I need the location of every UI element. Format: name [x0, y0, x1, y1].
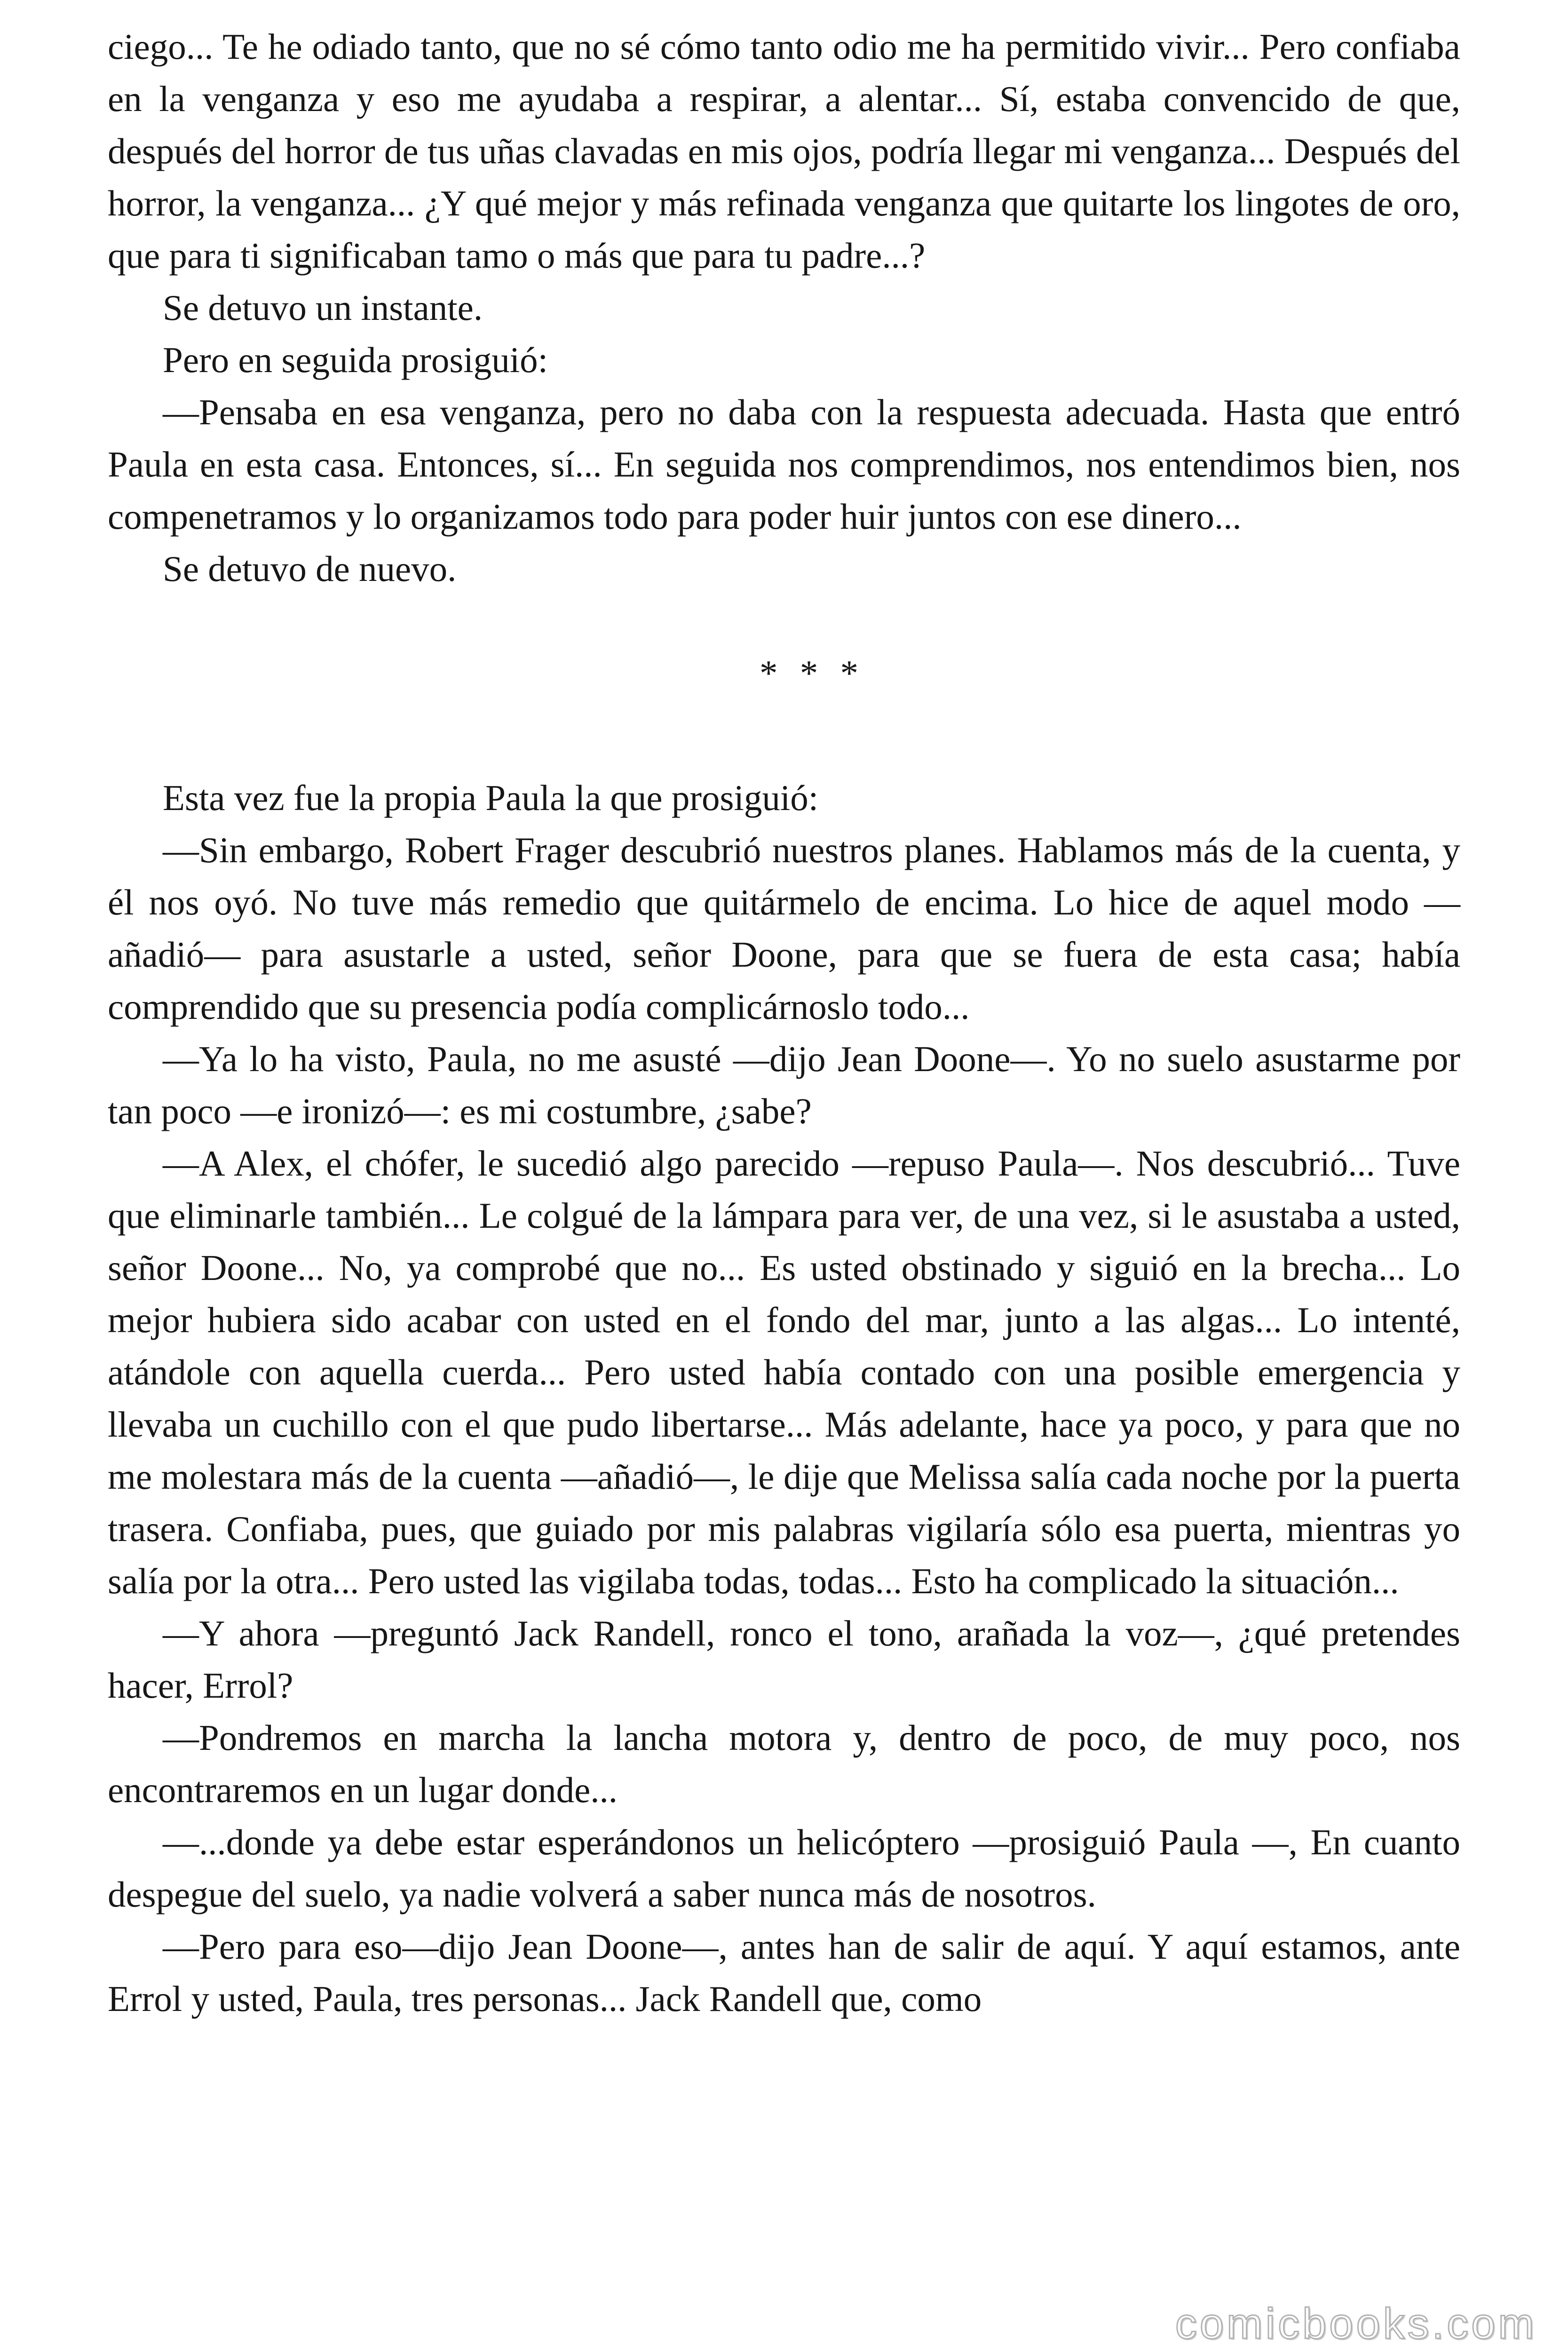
paragraph: Esta vez fue la propia Paula la que prosiguió: — [163, 778, 819, 818]
paragraph: —...donde ya debe estar esperándonos un helicóptero —prosiguió Paula —, En cuanto despegue del suelo, ya nadie volverá a saber nunca más de nosotros. — [108, 1822, 1460, 1915]
paragraph: —Sin embargo, Robert Frager descubrió nuestros planes. Hablamos más de la cuenta, y él nos oyó. No tuve más remedio que quitármelo de encima. Lo hice de aquel modo —añadió— para asustarle a usted, señor Doone, para que se fuera de esta casa; había comprendido que su presencia podía complicárnoslo todo... — [108, 830, 1460, 1027]
paragraph-continuation: ciego... Te he odiado tanto, que no sé cómo tanto odio me ha permitido vivir... Pero confiaba en la venganza y eso me ayudaba a respirar, a alentar... Sí, estaba convencido de que, después del horror de tus uñas clavadas en mis ojos, podría llegar mi venganza... Después del horror, la venganza... ¿Y qué mejor y más refinada venganza que quitarte los lingotes de oro, que para ti significaban tamo o más que para tu padre...? — [108, 26, 1460, 276]
watermark: comicbooks.com — [1175, 2300, 1537, 2348]
paragraph: —Pensaba en esa venganza, pero no daba con la respuesta adecuada. Hasta que entró Paula en esta casa. Entonces, sí... En seguida nos comprendimos, nos entendimos bien, nos compenetramos y lo organizamos todo para poder huir juntos con ese dinero... — [108, 392, 1460, 537]
paragraph: Se detuvo de nuevo. — [163, 548, 457, 589]
paragraph: —Pero para eso—dijo Jean Doone—, antes han de salir de aquí. Y aquí estamos, ante Errol y usted, Paula, tres personas... Jack Randell que, como — [108, 1926, 1460, 2019]
section-break: * * * — [760, 653, 865, 693]
paragraph: —A Alex, el chófer, le sucedió algo parecido —repuso Paula—. Nos descubrió... Tuve que eliminarle también... Le colgué de la lámpara para ver, de una vez, si le asustaba a usted, señor Doone... No, ya comprobé que no... Es usted obstinado y siguió en la brecha... Lo mejor hubiera sido acabar con usted en el fondo del mar, junto a las algas... Lo intenté, atándole con aquella cuerda... Pero usted había contado con una posible emergencia y llevaba un cuchillo con el que pudo libertarse... Más adelante, hace ya poco, y para que no me molestara más de la cuenta —añadió—, le dije que Melissa salía cada noche por la puerta trasera. Confiaba, pues, que guiado por mis palabras vigilaría sólo esa puerta, mientras yo salía por la otra... Pero usted las vigilaba todas, todas... Esto ha complicado la situación... — [108, 1143, 1460, 1601]
paragraph: Se detuvo un instante. — [163, 287, 483, 328]
book-page — [108, 21, 1460, 2025]
paragraph: —Pondremos en marcha la lancha motora y, dentro de poco, de muy poco, nos encontraremos en un lugar donde... — [108, 1717, 1460, 1810]
paragraph: Pero en seguida prosiguió: — [163, 340, 548, 380]
paragraph: —Y ahora —preguntó Jack Randell, ronco el tono, arañada la voz—, ¿qué pretendes hacer, Errol? — [108, 1613, 1460, 1706]
paragraph: —Ya lo ha visto, Paula, no me asusté —dijo Jean Doone—. Yo no suelo asustarme por tan poco —e ironizó—: es mi costumbre, ¿sabe? — [108, 1039, 1460, 1131]
